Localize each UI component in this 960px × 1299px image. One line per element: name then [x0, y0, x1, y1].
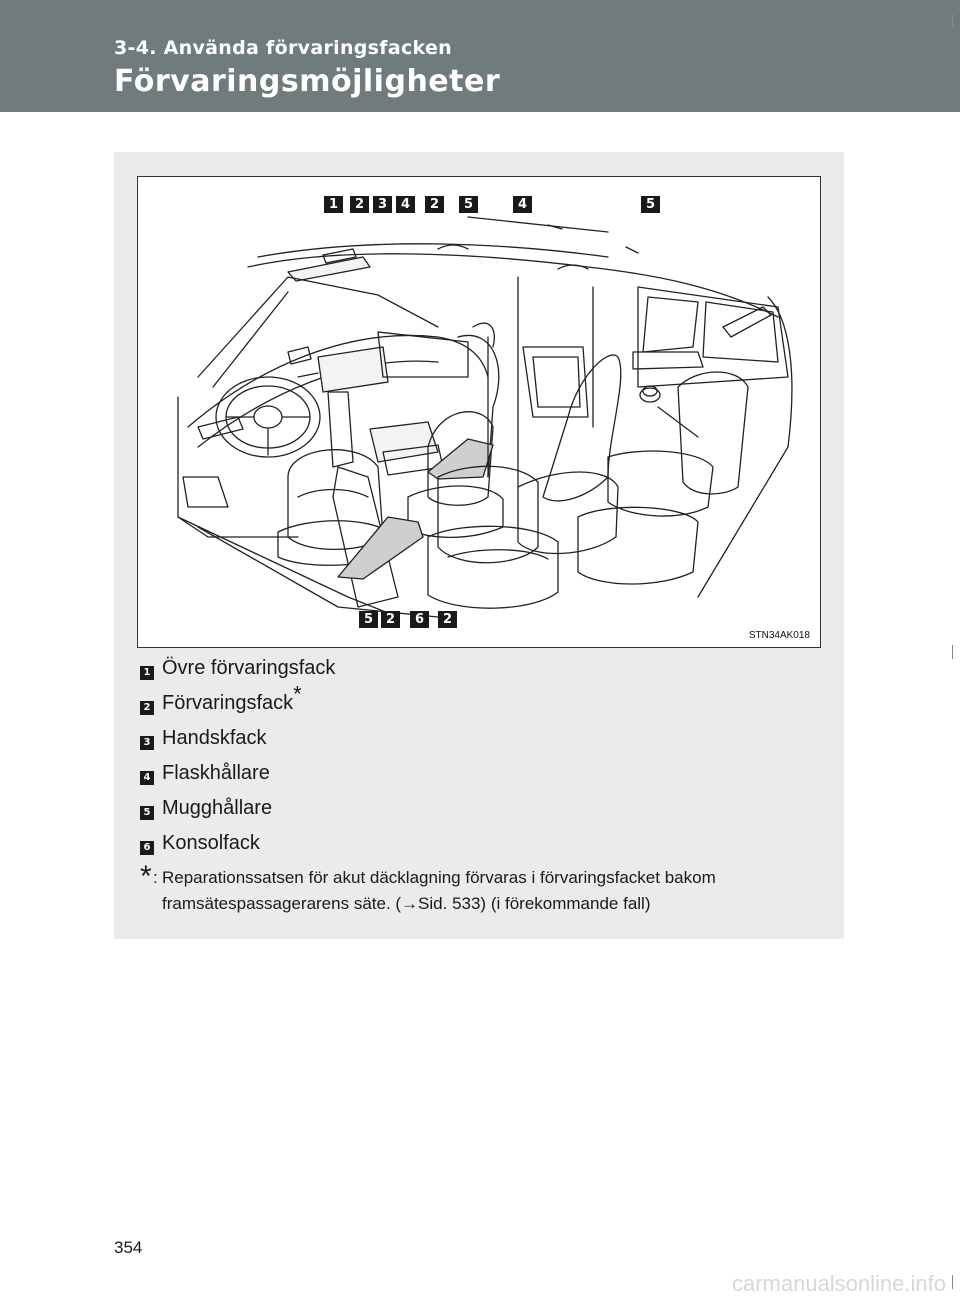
watermark: carmanualsonline.info	[731, 1271, 946, 1296]
legend-label: Förvaringsfack*	[162, 681, 302, 714]
crop-mark	[952, 14, 953, 28]
footnote-colon: :	[153, 868, 158, 887]
asterisk: *	[293, 681, 302, 707]
callout-badge: 5	[459, 196, 478, 213]
figure-code: STN34AK018	[748, 630, 810, 641]
callout-badge: 2	[381, 611, 400, 628]
footnote-line-2: framsätespassagerarens säte. (→Sid. 533) (i förekommande fall)	[162, 894, 651, 913]
legend-badge: 2	[140, 701, 154, 715]
callout-badge: 2	[438, 611, 457, 628]
legend-label: Mugghållare	[162, 797, 273, 819]
legend-badge: 1	[140, 666, 154, 680]
legend-label: Övre förvaringsfack	[162, 657, 336, 679]
callout-badge: 4	[396, 196, 415, 213]
footnote-asterisk: *	[140, 860, 152, 893]
legend-badge: 3	[140, 736, 154, 750]
car-interior-illustration	[138, 177, 820, 647]
page-header	[0, 0, 960, 112]
callout-badge: 5	[641, 196, 660, 213]
legend-badge: 6	[140, 841, 154, 855]
legend-label: Konsolfack	[162, 832, 260, 854]
page-title: Förvaringsmöjligheter	[114, 64, 501, 99]
callout-badge: 2	[350, 196, 369, 213]
callout-badge: 4	[513, 196, 532, 213]
legend-badge: 5	[140, 806, 154, 820]
page-number: 354	[114, 1238, 143, 1257]
legend-label: Flaskhållare	[162, 762, 270, 784]
callout-badge: 5	[359, 611, 378, 628]
footnote-line-1: Reparationssatsen för akut däcklagning förvaras i förvaringsfacket bakom	[162, 868, 716, 887]
callout-badge: 1	[324, 196, 343, 213]
section-title: 3-4. Använda förvaringsfacken	[114, 37, 452, 59]
crop-mark	[952, 1275, 953, 1289]
crop-mark	[952, 645, 953, 659]
callout-badge: 6	[410, 611, 429, 628]
callout-badge: 3	[373, 196, 392, 213]
callout-badge: 2	[425, 196, 444, 213]
legend-badge: 4	[140, 771, 154, 785]
legend-label: Handskfack	[162, 727, 267, 749]
car-interior-figure	[137, 176, 821, 648]
